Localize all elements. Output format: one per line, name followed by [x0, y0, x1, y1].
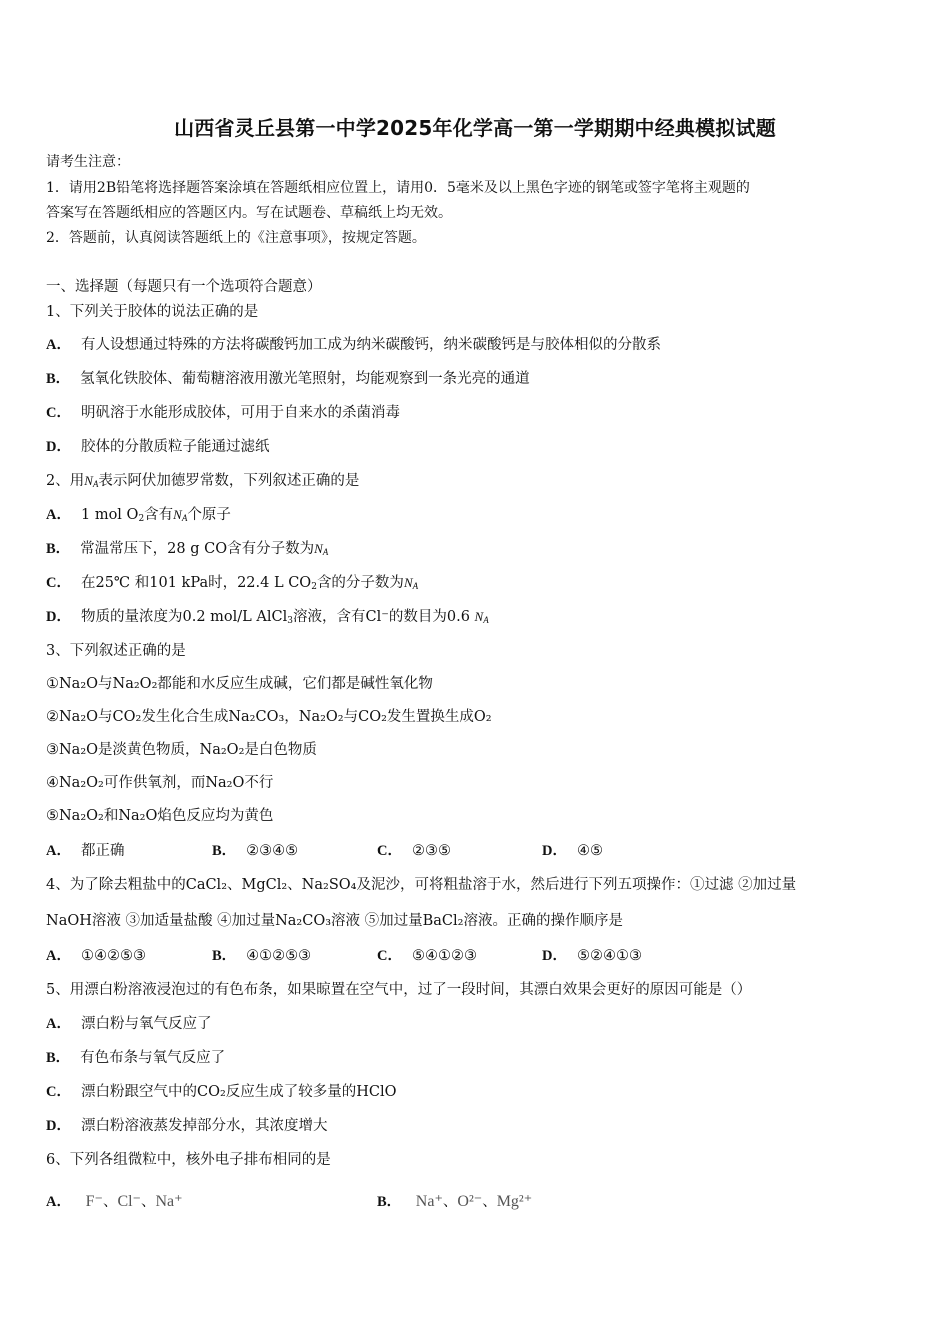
question-2-stem	[46, 471, 906, 494]
option-label: B．	[46, 541, 71, 557]
question-2-option-a	[46, 505, 906, 529]
question-3-statement-5: ⑤Na₂O₂和Na₂O焰色反应均为黄色	[46, 808, 274, 824]
question-4-option-d	[542, 946, 642, 966]
question-6-option-b	[377, 1192, 532, 1212]
question-6-option-a	[46, 1192, 183, 1212]
avogadro-symbol	[314, 541, 328, 556]
question-5-option-d	[46, 1116, 906, 1136]
section-heading: 一、选择题（每题只有一个选项符合题意）	[46, 279, 322, 295]
option-text: ①④②⑤③	[80, 948, 146, 964]
separator: 、	[482, 1194, 497, 1210]
option-label: B．	[212, 948, 237, 964]
option-label: A．	[46, 337, 71, 353]
question-1-option-a	[46, 335, 906, 355]
question-4-option-b	[212, 946, 311, 966]
question-1-stem: 1、下列关于胶体的说法正确的是	[46, 304, 259, 320]
option-text: 有色布条与氧气反应了	[80, 1050, 226, 1066]
question-3-statement-4: ④Na₂O₂可作供氧剂，而Na₂O不行	[46, 775, 274, 791]
question-3-statement-2: ②Na₂O与CO₂发生化合生成Na₂CO₃，Na₂O₂与CO₂发生置换生成O₂	[46, 709, 492, 725]
option-label: D．	[46, 439, 71, 455]
option-text: ④⑤	[576, 843, 603, 859]
separator: 、	[102, 1194, 118, 1210]
question-5-option-b	[46, 1048, 906, 1068]
na-letter: N	[173, 507, 182, 522]
ion: Mg²⁺	[496, 1193, 533, 1210]
option-text: ⑤②④①③	[576, 948, 642, 964]
na-letter: N	[314, 541, 323, 556]
notice-heading: 请考生注意：	[46, 154, 130, 170]
option-text: 1 mol O	[80, 507, 139, 523]
option-text: 在25℃ 和101 kPa时，22.4 L CO	[80, 575, 312, 591]
question-3-stem: 3、下列叙述正确的是	[46, 643, 186, 659]
na-letter: N	[403, 575, 413, 590]
subscript: 2	[311, 582, 317, 592]
option-text: 氢氧化铁胶体、葡萄糖溶液用激光笔照射，均能观察到一条光亮的通道	[80, 371, 530, 387]
question-3-option-a	[46, 841, 124, 861]
na-subscript: A	[412, 581, 419, 591]
question-1-option-b	[46, 369, 906, 389]
option-text: 漂白粉溶液蒸发掉部分水，其浓度增大	[80, 1118, 328, 1134]
question-1-option-d	[46, 437, 906, 457]
stem-text: 表示阿伏加德罗常数，下列叙述正确的是	[98, 473, 360, 489]
option-label: A．	[46, 843, 71, 859]
option-text: ⑤④①②③	[411, 948, 477, 964]
option-label: C．	[46, 405, 71, 421]
question-3-option-d	[542, 841, 603, 861]
notice-line-3: 2．答题前，认真阅读答题纸上的《注意事项》，按规定答题。	[46, 230, 426, 246]
option-label: B．	[46, 1050, 71, 1066]
option-label: B．	[377, 1194, 402, 1210]
separator: 、	[442, 1194, 458, 1210]
option-text: ②③④⑤	[246, 843, 299, 859]
option-text: 胶体的分散质粒子能通过滤纸	[80, 439, 270, 455]
question-4-stem-line-1: 4、为了除去粗盐中的CaCl₂、MgCl₂、Na₂SO₄及泥沙，可将粗盐溶于水，然后进行下列五项操作：①过滤 ②加过量	[46, 877, 797, 893]
ion: O²⁻	[457, 1193, 483, 1210]
option-text: 漂白粉跟空气中的CO₂反应生成了较多量的HClO	[80, 1084, 397, 1100]
option-text: 明矾溶于水能形成胶体，可用于自来水的杀菌消毒	[80, 405, 400, 421]
ion: Na⁺	[415, 1193, 443, 1210]
option-label: A．	[46, 1194, 71, 1210]
option-text: 都正确	[80, 843, 125, 859]
na-subscript: A	[483, 615, 489, 625]
option-text: ④①②⑤③	[246, 948, 312, 964]
option-text: 有人设想通过特殊的方法将碳酸钙加工成为纳米碳酸钙，纳米碳酸钙是与胶体相似的分散系	[80, 337, 661, 353]
avogadro-symbol	[84, 473, 98, 488]
na-letter: N	[84, 473, 93, 488]
question-4-stem-line-2: NaOH溶液 ③加适量盐酸 ④加过量Na₂CO₃溶液 ⑤加过量BaCl₂溶液。正确的操作顺序是	[46, 913, 623, 929]
question-5-stem: 5、用漂白粉溶液浸泡过的有色布条，如果晾置在空气中，过了一段时间，其漂白效果会更好的原因可能是（）	[46, 982, 752, 998]
ion: F⁻	[85, 1193, 103, 1210]
question-3-statement-3: ③Na₂O是淡黄色物质，Na₂O₂是白色物质	[46, 742, 317, 758]
subscript: 3	[287, 616, 293, 626]
avogadro-symbol	[404, 575, 418, 590]
stem-text: 2、用	[46, 473, 85, 489]
option-text: 个原子	[187, 507, 231, 523]
question-4-option-a	[46, 946, 146, 966]
question-4-option-c	[377, 946, 477, 966]
na-subscript: A	[322, 547, 329, 557]
option-text: 常温常压下，28 g CO含有分子数为	[80, 541, 315, 557]
option-text: 物质的量浓度为0.2 mol/L AlCl	[80, 609, 288, 625]
option-label: B．	[46, 371, 71, 387]
subscript: 2	[138, 514, 145, 524]
option-label: C．	[377, 948, 402, 964]
question-5-option-a	[46, 1014, 906, 1034]
na-letter: N	[474, 609, 484, 624]
option-label: D．	[46, 609, 71, 625]
notice-line-2: 答案写在答题纸相应的答题区内。写在试题卷、草稿纸上均无效。	[46, 205, 452, 221]
option-label: D．	[542, 843, 567, 859]
ion: Cl⁻	[117, 1193, 141, 1210]
option-label: D．	[542, 948, 567, 964]
ion: Na⁺	[155, 1193, 183, 1210]
option-label: A．	[46, 507, 71, 523]
option-text: 含有	[144, 507, 174, 523]
question-6-stem: 6、下列各组微粒中，核外电子排布相同的是	[46, 1152, 331, 1168]
question-3-option-b	[212, 841, 298, 861]
option-label: C．	[377, 843, 402, 859]
question-1-option-c	[46, 403, 906, 423]
page-title: 山西省灵丘县第一中学2025年化学高一第一学期期中经典模拟试题	[174, 116, 776, 140]
option-label: D．	[46, 1118, 71, 1134]
option-label: A．	[46, 948, 71, 964]
option-label: B．	[212, 843, 237, 859]
avogadro-symbol	[173, 507, 187, 522]
question-2-option-d	[46, 607, 906, 631]
option-text: ②③⑤	[411, 843, 451, 859]
separator: 、	[141, 1194, 156, 1210]
question-5-option-c	[46, 1082, 906, 1102]
question-2-option-c	[46, 573, 906, 597]
question-3-statement-1: ①Na₂O与Na₂O₂都能和水反应生成碱，它们都是碱性氧化物	[46, 676, 433, 692]
option-text: 含的分子数为	[316, 575, 404, 591]
question-3-option-c	[377, 841, 451, 861]
option-text: 漂白粉与氧气反应了	[80, 1016, 212, 1032]
avogadro-symbol	[475, 609, 489, 624]
option-label: C．	[46, 575, 71, 591]
option-text: 溶液，含有Cl⁻的数目为0.6	[292, 609, 475, 625]
question-2-option-b	[46, 539, 906, 562]
option-label: C．	[46, 1084, 71, 1100]
na-subscript: A	[181, 513, 188, 523]
option-label: A．	[46, 1016, 71, 1032]
notice-line-1: 1．请用2B铅笔将选择题答案涂填在答题纸相应位置上，请用0．5毫米及以上黑色字迹的钢笔或签字笔将主观题的	[46, 180, 750, 196]
na-subscript: A	[92, 479, 99, 489]
